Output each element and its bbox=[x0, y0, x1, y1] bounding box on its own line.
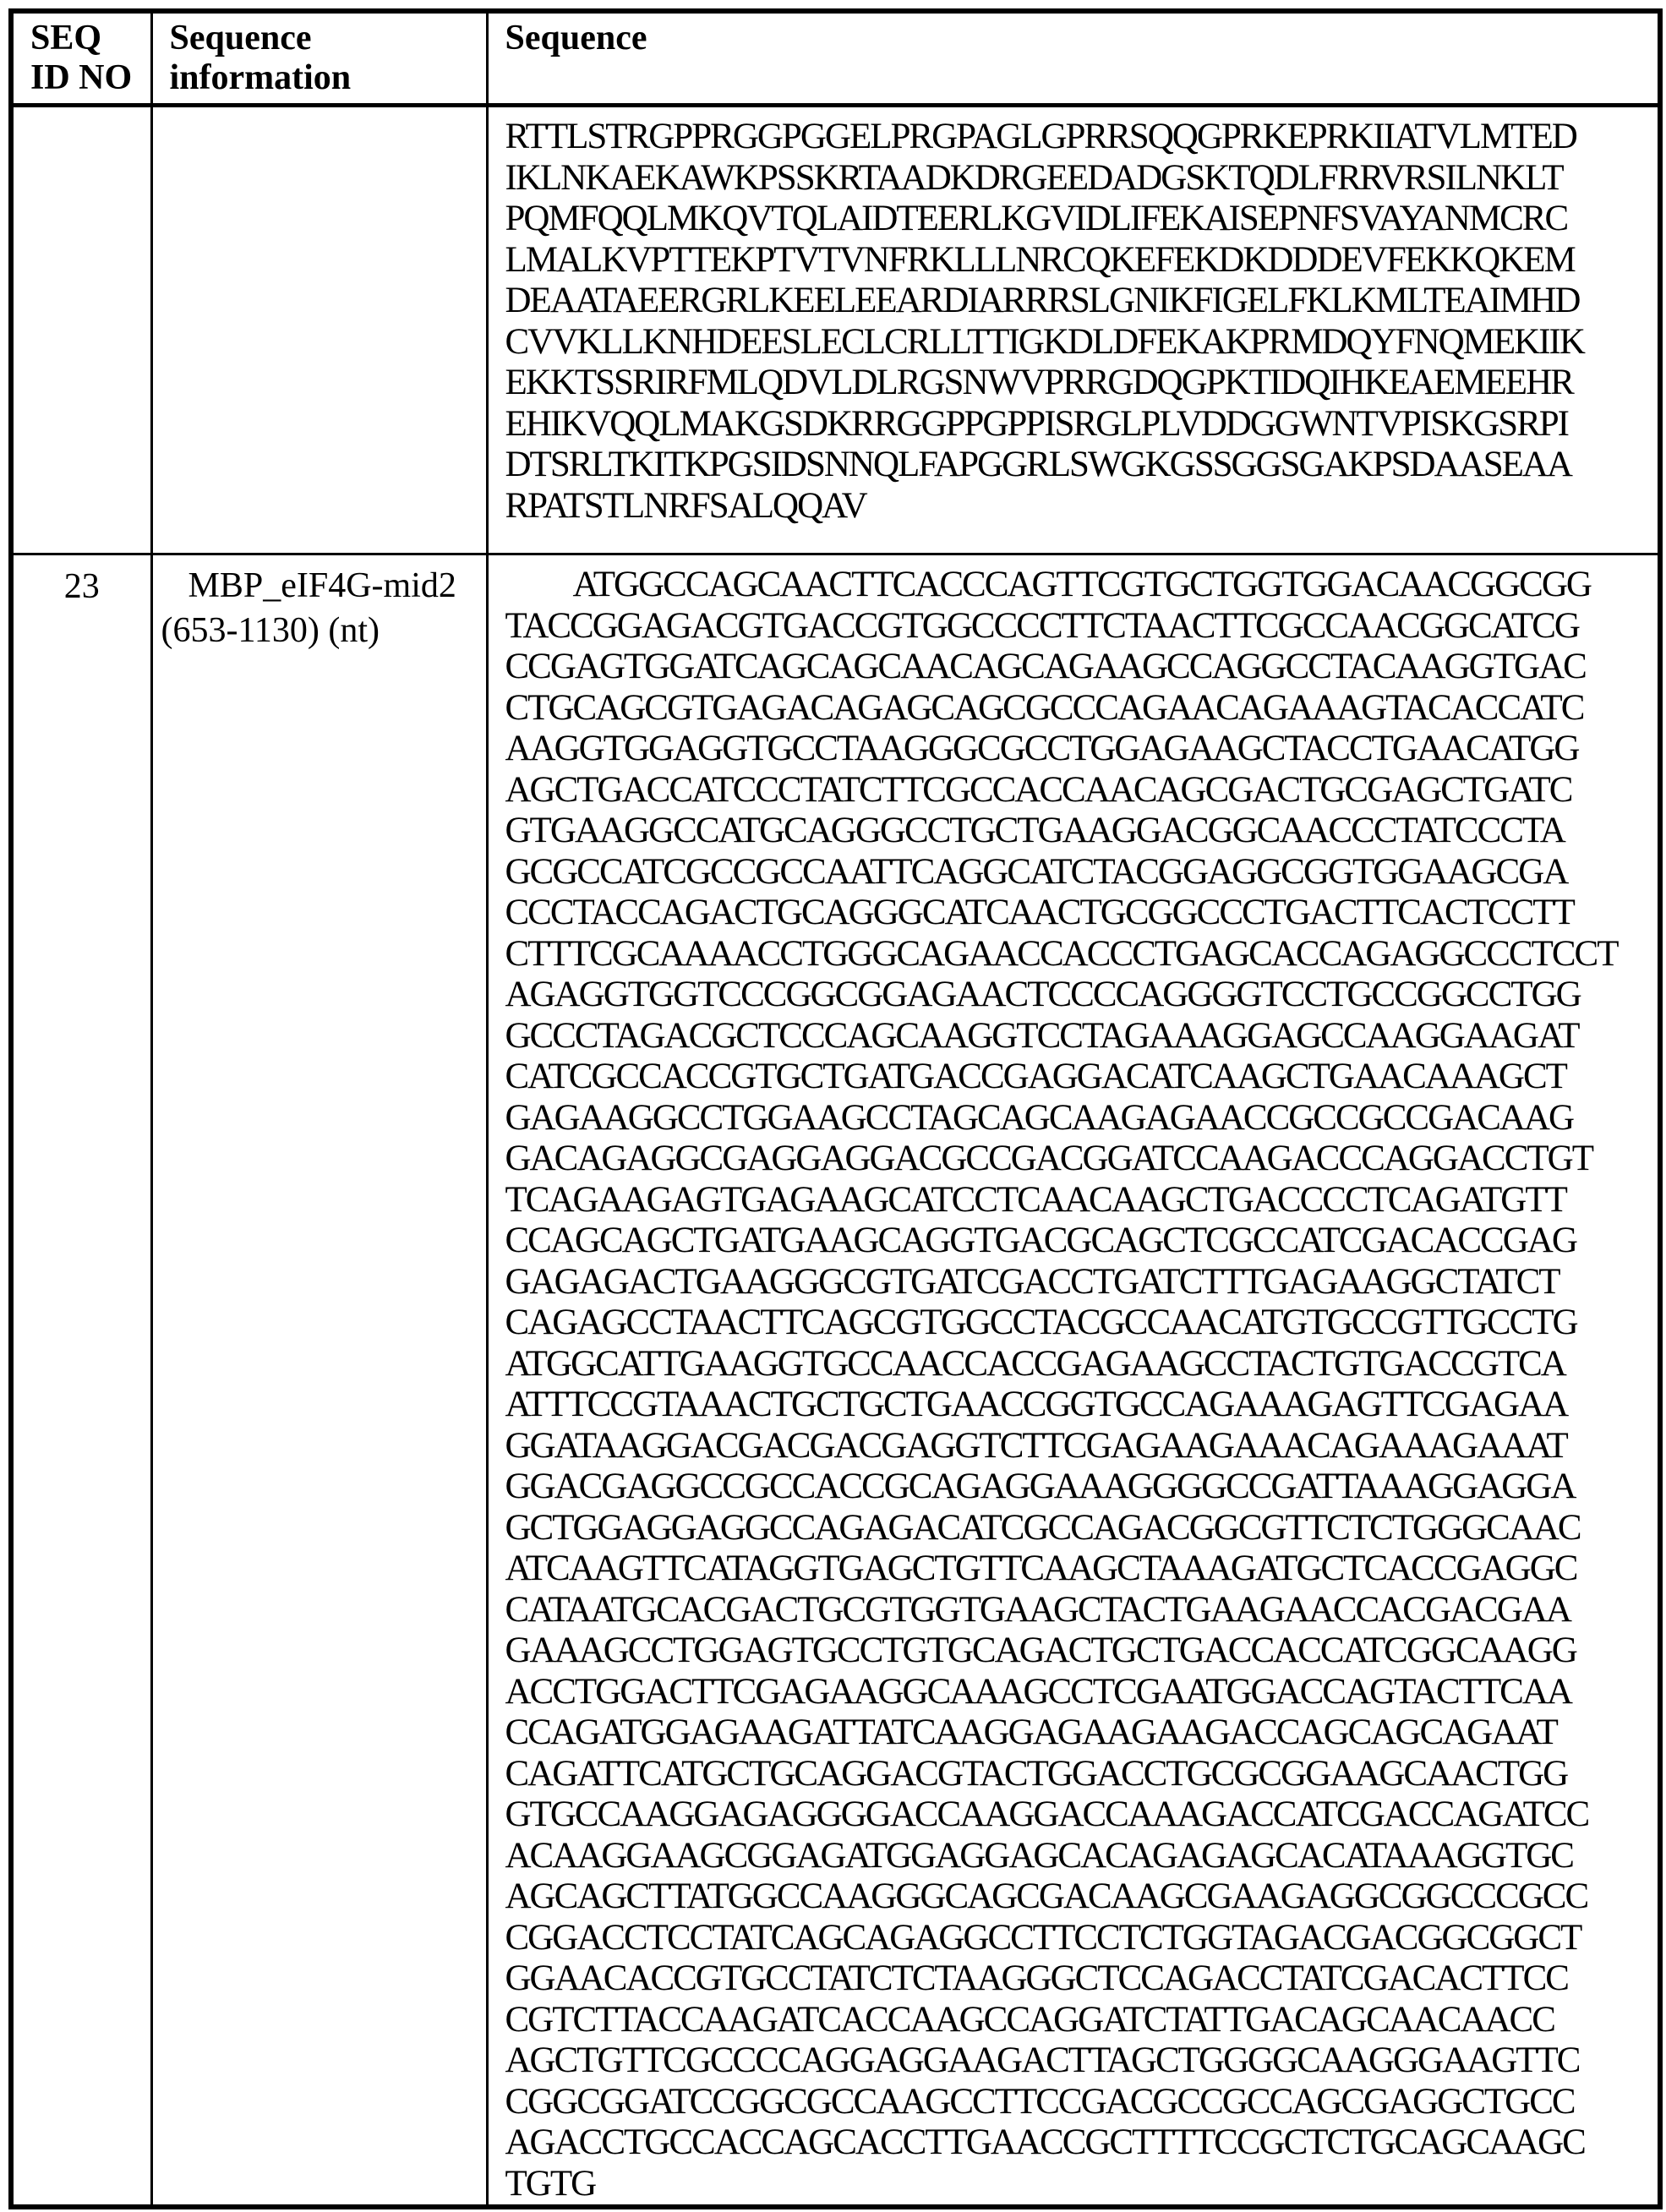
sequence-cell-nucleotide: ATGGCCAGCAACTTCACCCAGTTCGTGCTGGTGGACAACGGCGG TACCGGAGACGTGACCGTGGCCCCTTCTAACTTCGCCAACGGCATCG CCGAGTGGATCAGCAGCAACAGCAGAAGCCAGGCCTACAAGGTGAC CTGCAGCGTGAGACAGAGCAGCGCCCAGAACAGAAAGTACACCATC AAGGTGGAGGTGCCTAAGGGCGCCTGGAGAAGCTACCTGAACATGG AGCTGACCATCCCTATCTTCGCCACCAACAGCGACTGCGAGCTGATC GTGAAGGCCATGCAGGGCCTGCTGAAGGACGGCAACCCTATCCCTA GCGCCATCGCCGCCAATTCAGGCATCTACGGAGGCGGTGGAAGCGA CCCTACCAGACTGCAGGGCATCAACTGCGGCCCTGACTTCACTCCTT CTTTCGCAAAACCTGGGCAGAACCACCCTGAGCACCAGAGGCCCTCCT AGAGGTGGTCCCGGCGGAGAACTCCCCAGGGGTCCTGCCGGCCTGG GCCCTAGACGCTCCCAGCAAGGTCCTAGAAAGGAGCCAAGGAAGAT CATCGCCACCGTGCTGATGACCGAGGACATCAAGCTGAACAAAGCT GAGAAGGCCTGGAAGCCTAGCAGCAAGAGAACCGCCGCCGACAAG GACAGAGGCGAGGAGGACGCCGACGGATCCAAGACCCAGGACCTGT TCAGAAGAGTGAGAAGCATCCTCAACAAGCTGACCCCTCAGATGTT CCAGCAGCTGATGAAGCAGGTGACGCAGCTCGCCATCGACACCGAG GAGAGACTGAAGGGCGTGATCGACCTGATCTTTGAGAAGGCTATCT CAGAGCCTAACTTCAGCGTGGCCTACGCCAACATGTGCCGTTGCCTG ATGGCATTGAAGGTGCCAACCACCGAGAAGCCTACTGTGACCGTCA ATTTCCGTAAACTGCTGCTGAACCGGTGCCAGAAAGAGTTCGAGAA GGATAAGGACGACGACGAGGTCTTCGAGAAGAAACAGAAAGAAAT GGACGAGGCCGCCACCGCAGAGGAAAGGGGCCGATTAAAGGAGGA GCTGGAGGAGGCCAGAGACATCGCCAGACGGCGTTCTCTGGGCAAC ATCAAGTTCATAGGTGAGCTGTTCAAGCTAAAGATGCTCACCGAGGC CATAATGCACGACTGCGTGGTGAAGCTACTGAAGAACCACGACGAA GAAAGCCTGGAGTGCCTGTGCAGACTGCTGACCACCATCGGCAAGG ACCTGGACTTCGAGAAGGCAAAGCCTCGAATGGACCAGTACTTCAA CCAGATGGAGAAGATTATCAAGGAGAAGAAGACCAGCAGCAGAAT CAGATTCATGCTGCAGGACGTACTGGACCTGCGCGGAAGCAACTGG GTGCCAAGGAGAGGGGACCAAGGACCAAAGACCATCGACCAGATCC ACAAGGAAGCGGAGATGGAGGAGCACAGAGAGCACATAAAGGTGC AGCAGCTTATGGCCAAGGGCAGCGACAAGCGAAGAGGCGGCCCGCC CGGACCTCCTATCAGCAGAGGCCTTCCTCTGGTAGACGACGGCGGCT GGAACACCGTGCCTATCTCTAAGGGCTCCAGACCTATCGACACTTCC CGTCTTACCAAGATCACCAAGCCAGGATCTATTGACAGCAACAACC AGCTGTTCGCCCCAGGAGGAAGACTTAGCTGGGGCAAGGGAAGTTC CGGCGGATCCGGCGCCAAGCCTTCCGACGCCGCCAGCGAGGCTGCC AGACCTGCCACCAGCACCTTGAACCGCTTTTCCGCTCTGCAGCAAGC TGTG bbox=[487, 554, 1660, 2208]
seq-id-cell bbox=[11, 106, 151, 554]
header-sequence-information: Sequence information bbox=[151, 11, 487, 106]
sequence-info-cell: MBP_eIF4G-mid2 (653-1130) (nt) bbox=[151, 554, 487, 2208]
header-row bbox=[11, 11, 1660, 106]
table-row-continuation bbox=[11, 106, 1660, 554]
table-row-seq-23 bbox=[11, 554, 1660, 2208]
seq-id-cell: 23 bbox=[11, 554, 151, 2208]
sequence-table bbox=[8, 8, 1663, 2209]
sequence-info-cell bbox=[151, 106, 487, 554]
sequence-cell-protein: RTTLSTRGPPRGGPGGELPRGPAGLGPRRSQQGPRKEPRKIIATVLMTED IKLNKAEKAWKPSSKRTAADKDRGEEDADGSKTQDLFRRVRSILNKLT PQMFQQLMKQVTQLAIDTEERLKGVIDLIFEKAISEPNFSVAYANMCRC LMALKVPTTEKPTVTVNFRKLLLNRCQKEFEKDKDDDEVFEKKQKEM DEAATAEERGRLKEELEEARDIARRRSLGNIKFIGELFKLKMLTEAIMHD CVVKLLKNHDEESLECLCRLLTTIGKDLDFEKAKPRMDQYFNQMEKIIK EKKTSSRIRFMLQDVLDLRGSNWVPRRGDQGPKTIDQIHKEAEMEEHR EHIKVQQLMAKGSDKRRGGPPGPPISRGLPLVDDGGWNTVPISKGSRPI DTSRLTKITKPGSIDSNNQLFAPGGRLSWGKGSSGGSGAKPSDAASEAA RPATSTLNRFSALQQAV bbox=[487, 106, 1660, 554]
header-sequence: Sequence bbox=[487, 11, 1660, 106]
header-seq-id-no: SEQ ID NO bbox=[11, 11, 151, 106]
